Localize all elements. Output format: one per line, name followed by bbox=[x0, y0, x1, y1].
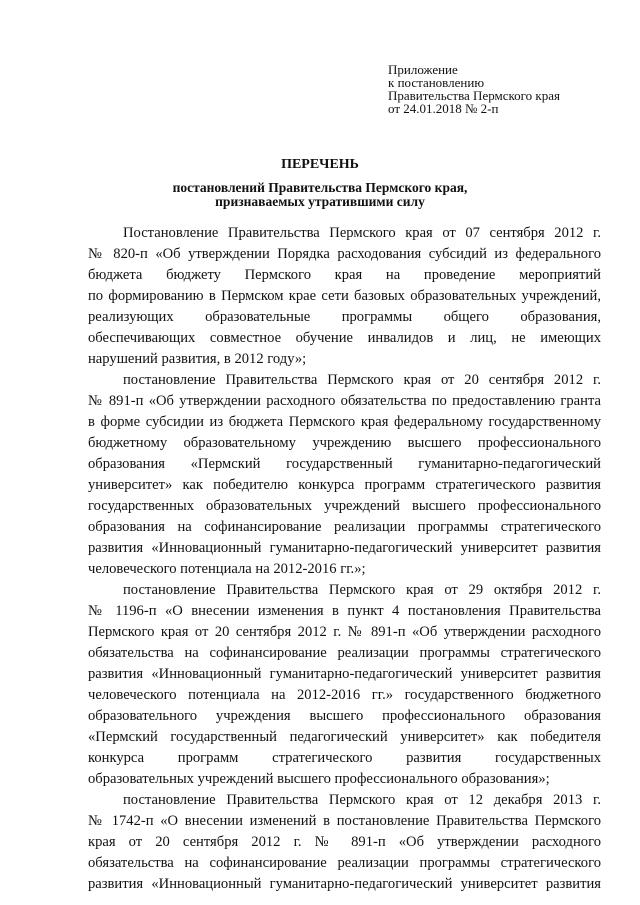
paragraph-3-line: постановление Правительства Пермского края от 29 октября 2012 г. bbox=[123, 582, 601, 598]
appendix-header bbox=[388, 63, 560, 115]
paragraph-1-line: Постановление Правительства Пермского края от 07 сентября 2012 г. bbox=[123, 225, 601, 241]
paragraph-1-line: по формированию в Пермском крае сети базовых образовательных учреждений, bbox=[88, 288, 601, 304]
paragraph-3-line: образовательных учреждений высшего профессионального образования»; bbox=[88, 771, 550, 787]
document-title: ПЕРЕЧЕНЬ bbox=[281, 157, 359, 172]
paragraph-3-line: конкурса программ стратегического развития государственных bbox=[88, 750, 601, 766]
appendix-line: Приложение bbox=[388, 62, 458, 77]
document-subtitle-line: постановлений Правительства Пермского края, bbox=[172, 180, 468, 195]
paragraph-4-line: постановление Правительства Пермского края от 12 декабря 2013 г. bbox=[123, 792, 601, 808]
paragraph-1-line: № 820-п «Об утверждении Порядка расходования субсидий из федерального bbox=[88, 246, 601, 262]
paragraph-2-line: образования на софинансирование реализации программы стратегического bbox=[88, 519, 601, 535]
paragraph-2-line: образования «Пермский государственный гуманитарно-педагогический bbox=[88, 456, 601, 472]
document-subtitle-line: признаваемых утратившими силу bbox=[215, 194, 425, 209]
paragraph-1-line: реализующих образовательные программы общего образования, bbox=[88, 309, 601, 325]
appendix-line: к постановлению bbox=[388, 75, 485, 90]
paragraph-3-line: «Пермский государственный педагогический университет» как победителя bbox=[88, 729, 601, 745]
paragraph-4-line: обязательства на софинансирование реализации программы стратегического bbox=[88, 855, 601, 871]
document-body bbox=[88, 223, 601, 895]
paragraph-3-line: Пермского края от 20 сентября 2012 г. № 891-п «Об утверждении расходного bbox=[88, 624, 601, 640]
paragraph-1-line: бюджета бюджету Пермского края на проведение мероприятий bbox=[88, 267, 601, 283]
paragraph-3-line: человеческого потенциала на 2012-2016 гг.» государственного бюджетного bbox=[88, 687, 601, 703]
paragraph-2-line: в форме субсидии из бюджета Пермского края федеральному государственному bbox=[88, 414, 601, 430]
paragraph-4-line: № 1742-п «О внесении изменений в постановление Правительства Пермского bbox=[88, 813, 601, 829]
paragraph-2-line: университет» как победителю конкурса программ стратегического развития bbox=[88, 477, 601, 493]
paragraph-2-line: № 891-п «Об утверждении расходного обязательства по предоставлению гранта bbox=[88, 393, 601, 409]
paragraph-3-line: № 1196-п «О внесении изменения в пункт 4 постановления Правительства bbox=[88, 603, 601, 619]
paragraph-3-line: образовательного учреждения высшего профессионального образования bbox=[88, 708, 601, 724]
paragraph-2-line: человеческого потенциала на 2012-2016 гг.»; bbox=[88, 561, 366, 577]
appendix-line: от 24.01.2018 № 2-п bbox=[388, 101, 499, 116]
paragraph-1-line: нарушений развития, в 2012 году»; bbox=[88, 351, 307, 367]
paragraph-3-line: развития «Инновационный гуманитарно-педагогический университет развития bbox=[88, 666, 601, 682]
paragraph-3-line: обязательства на софинансирование реализации программы стратегического bbox=[88, 645, 601, 661]
paragraph-4-line: развития «Инновационный гуманитарно-педагогический университет развития bbox=[88, 876, 601, 892]
paragraph-2-line: государственных образовательных учреждений высшего профессионального bbox=[88, 498, 601, 514]
paragraph-2-line: бюджетному образовательному учреждению высшего профессионального bbox=[88, 435, 601, 451]
appendix-line: Правительства Пермского края bbox=[388, 88, 560, 103]
paragraph-2-line: развития «Инновационный гуманитарно-педагогический университет развития bbox=[88, 540, 601, 556]
paragraph-4-line: края от 20 сентября 2012 г. № 891-п «Об утверждении расходного bbox=[88, 834, 601, 850]
paragraph-2-line: постановление Правительства Пермского края от 20 сентября 2012 г. bbox=[123, 372, 601, 388]
paragraph-1-line: обеспечивающих совместное обучение инвалидов и лиц, не имеющих bbox=[88, 330, 601, 346]
